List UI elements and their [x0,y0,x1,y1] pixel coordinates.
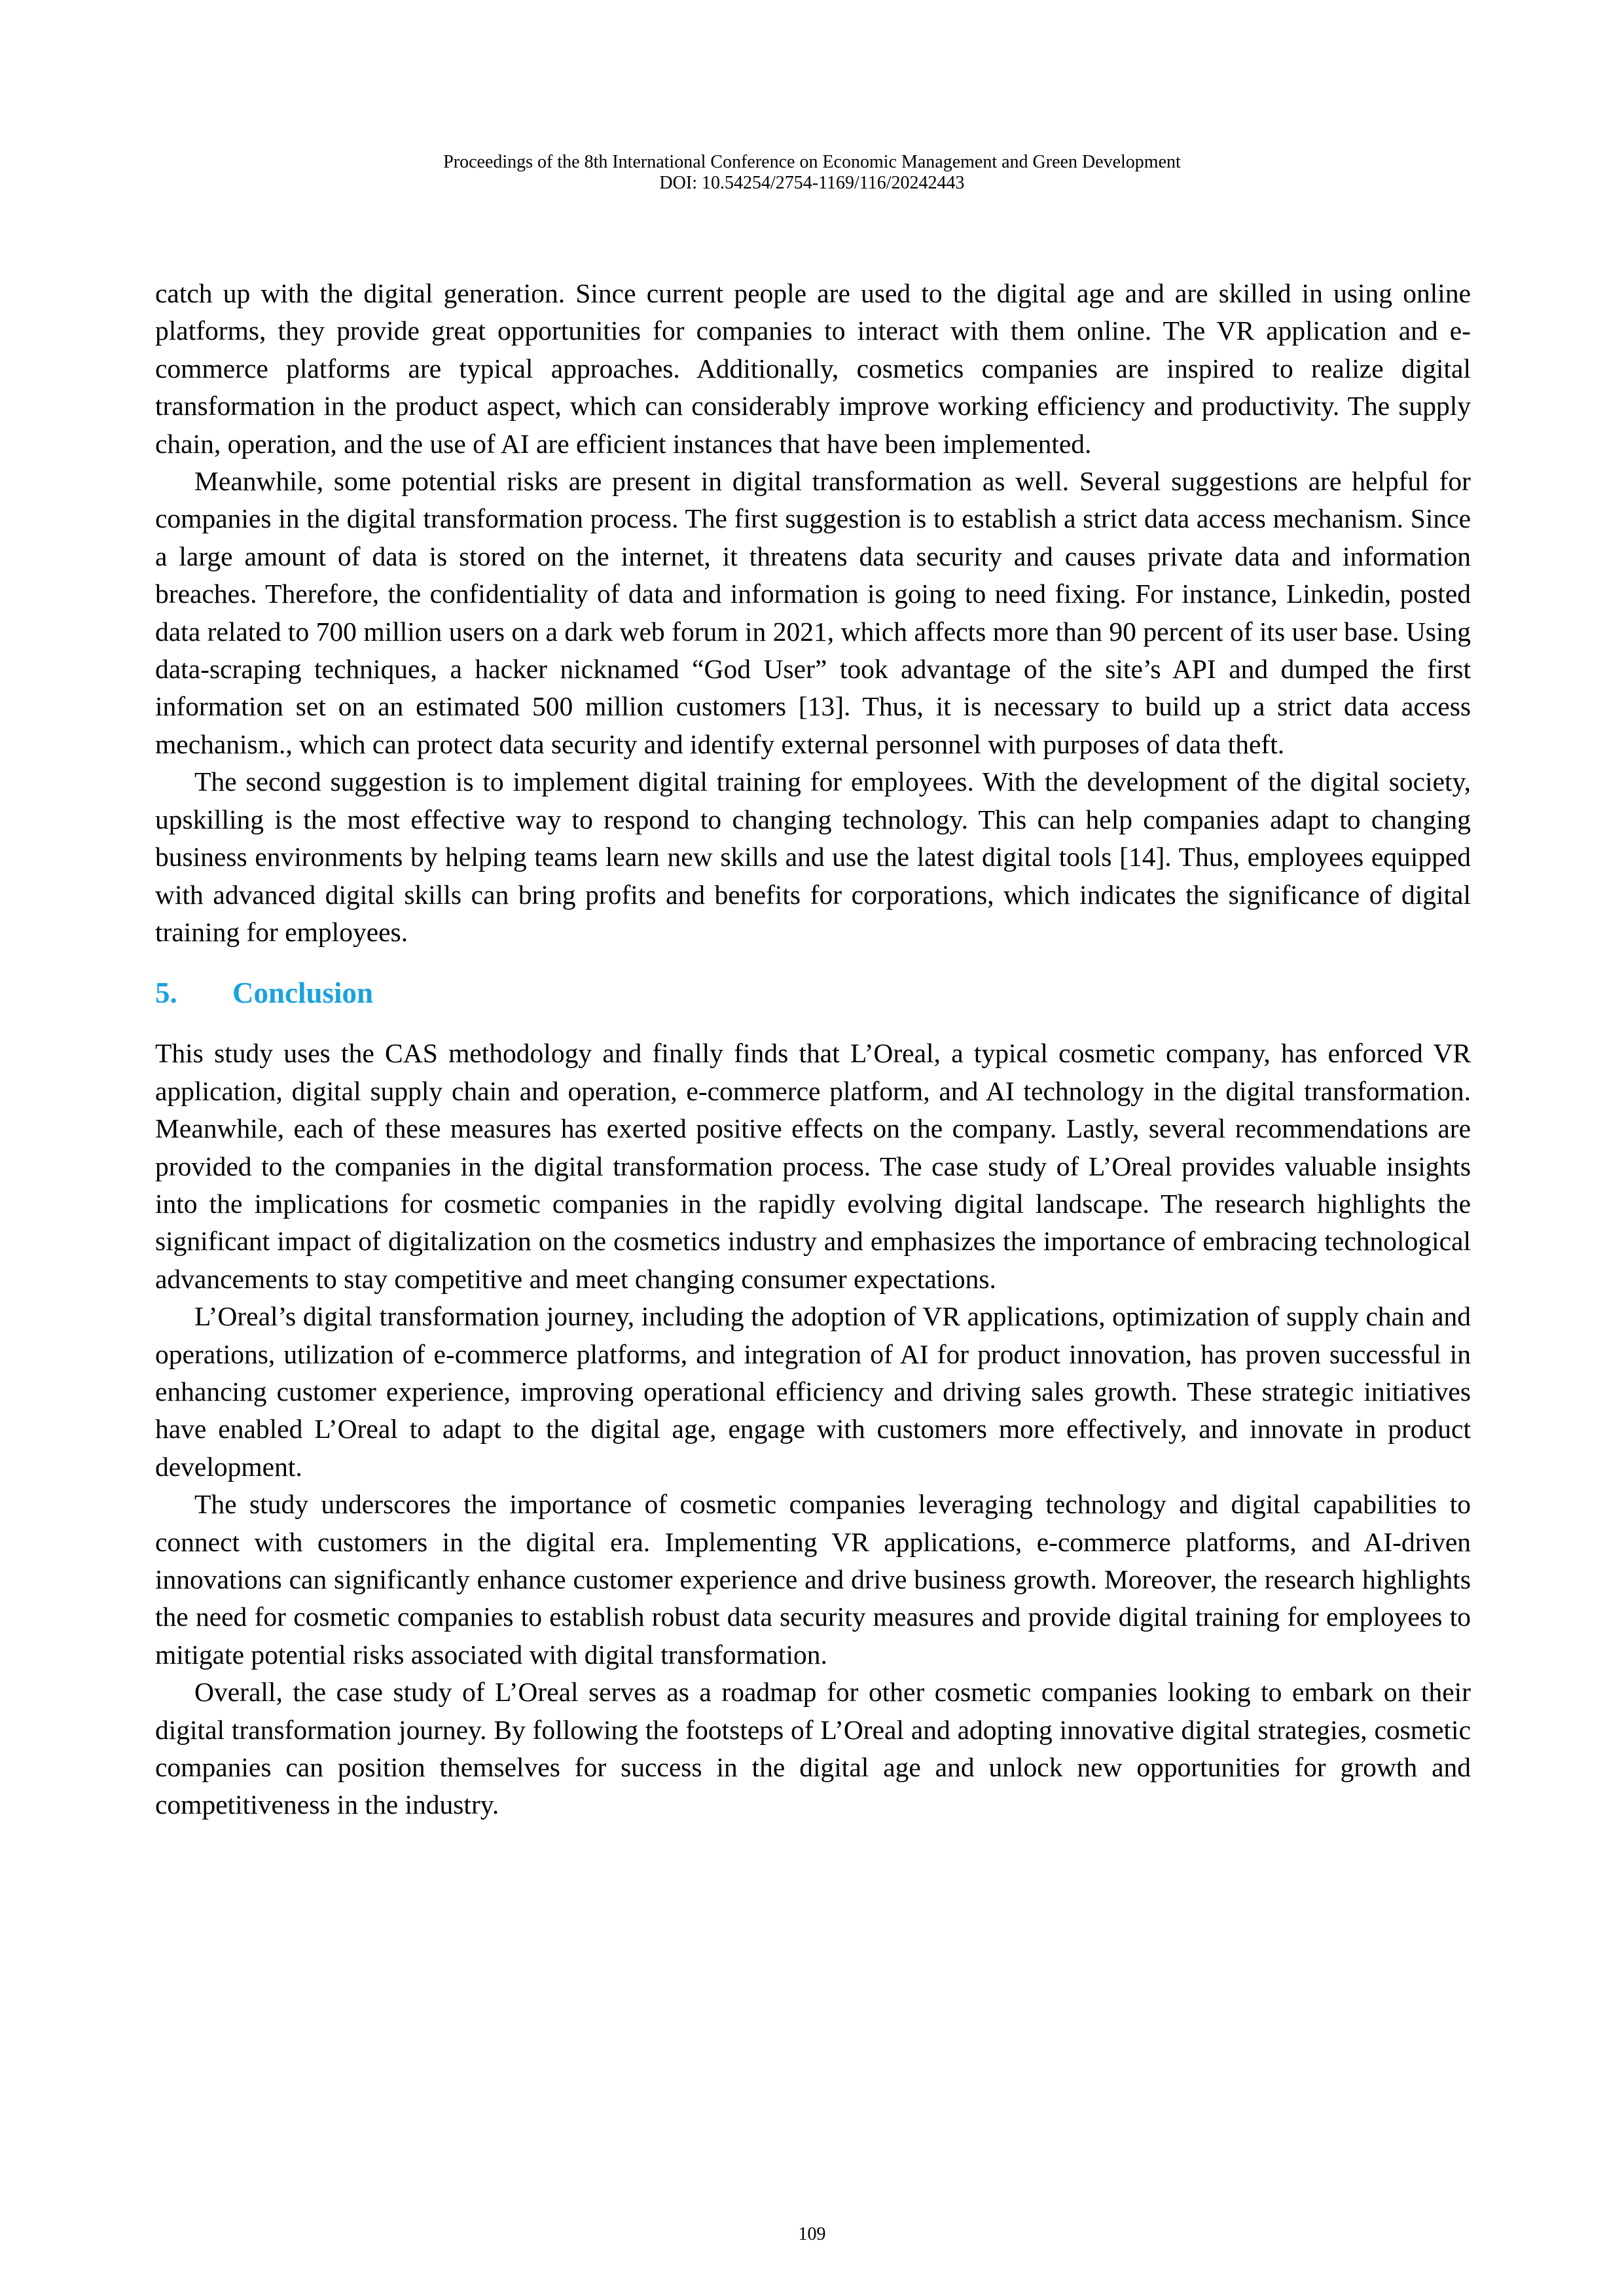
section-number: 5. [155,977,177,1010]
running-header [0,152,1624,194]
header-doi: DOI: 10.54254/2754-1169/116/20242443 [659,173,965,193]
paragraph: The second suggestion is to implement digital training for employees. With the development of the digital society, upskilling is the most effective way to respond to changing technology. This can help companies adapt to changing business environments by helping teams learn new skills and use the latest digital tools [14]. Thus, employees equipped with advanced digital skills can bring profits and benefits for corporations, which indicates the significance of digital training for employees. [155,766,1471,947]
paragraph: The study underscores the importance of cosmetic companies leveraging technology and digital capabilities to connect with customers in the digital era. Implementing VR applications, e-commerce platforms, and AI-driven innovations can significantly enhance customer experience and drive business growth. Moreover, the research highlights the need for cosmetic companies to establish robust data security measures and provide digital training for employees to mitigate potential risks associated with digital transformation. [155,1489,1471,1670]
header-conference-name: Proceedings of the 8th International Conference on Economic Management and Green Development [443,152,1181,172]
paragraph: This study uses the CAS methodology and finally finds that L’Oreal, a typical cosmetic company, has enforced VR application, digital supply chain and operation, e-commerce platform, and AI technology in the digital transformation. Meanwhile, each of these measures has exerted positive effects on the company. Lastly, several recommendations are provided to the companies in the digital transformation process. The case study of L’Oreal provides valuable insights into the implications for cosmetic companies in the rapidly evolving digital landscape. The research highlights the significant impact of digitalization on the cosmetics industry and emphasizes the importance of embracing technological advancements to stay competitive and meet changing consumer expectations. [155,1038,1471,1294]
paragraph: L’Oreal’s digital transformation journey, including the adoption of VR applications, optimization of supply chain and operations, utilization of e-commerce platforms, and integration of AI for product innovation, has proven successful in enhancing customer experience, improving operational efficiency and driving sales growth. These strategic initiatives have enabled L’Oreal to adapt to the digital age, engage with customers more effectively, and innovate in product development. [155,1301,1471,1482]
paragraph: Overall, the case study of L’Oreal serves as a roadmap for other cosmetic companies looking to embark on their digital transformation journey. By following the footsteps of L’Oreal and adopting innovative digital strategies, cosmetic companies can position themselves for success in the digital age and unlock new opportunities for growth and competitiveness in the industry. [155,1677,1471,1820]
section-heading-conclusion [155,976,1471,1010]
body-text [155,275,1471,1824]
paragraph: Meanwhile, some potential risks are present in digital transformation as well. Several suggestions are helpful for companies in the digital transformation process. The first suggestion is to establish a strict data access mechanism. Since a large amount of data is stored on the internet, it threatens data security and causes private data and information breaches. Therefore, the confidentiality of data and information is going to need fixing. For instance, Linkedin, posted data related to 700 million users on a dark web forum in 2021, which affects more than 90 percent of its user base. Using data-scraping techniques, a hacker nicknamed “God User” took advantage of the site’s API and dumped the first information set on an estimated 500 million customers [13]. Thus, it is necessary to build up a strict data access mechanism., which can protect data security and identify external personnel with purposes of data theft. [155,466,1471,759]
section-title: Conclusion [232,977,374,1010]
page-number: 109 [798,2224,826,2244]
paragraph: catch up with the digital generation. Since current people are used to the digital age and are skilled in using online platforms, they provide great opportunities for companies to interact with them online. The VR application and e-commerce platforms are typical approaches. Additionally, cosmetics companies are inspired to realize digital transformation in the product aspect, which can considerably improve working efficiency and productivity. The supply chain, operation, and the use of AI are efficient instances that have been implemented. [155,278,1471,459]
